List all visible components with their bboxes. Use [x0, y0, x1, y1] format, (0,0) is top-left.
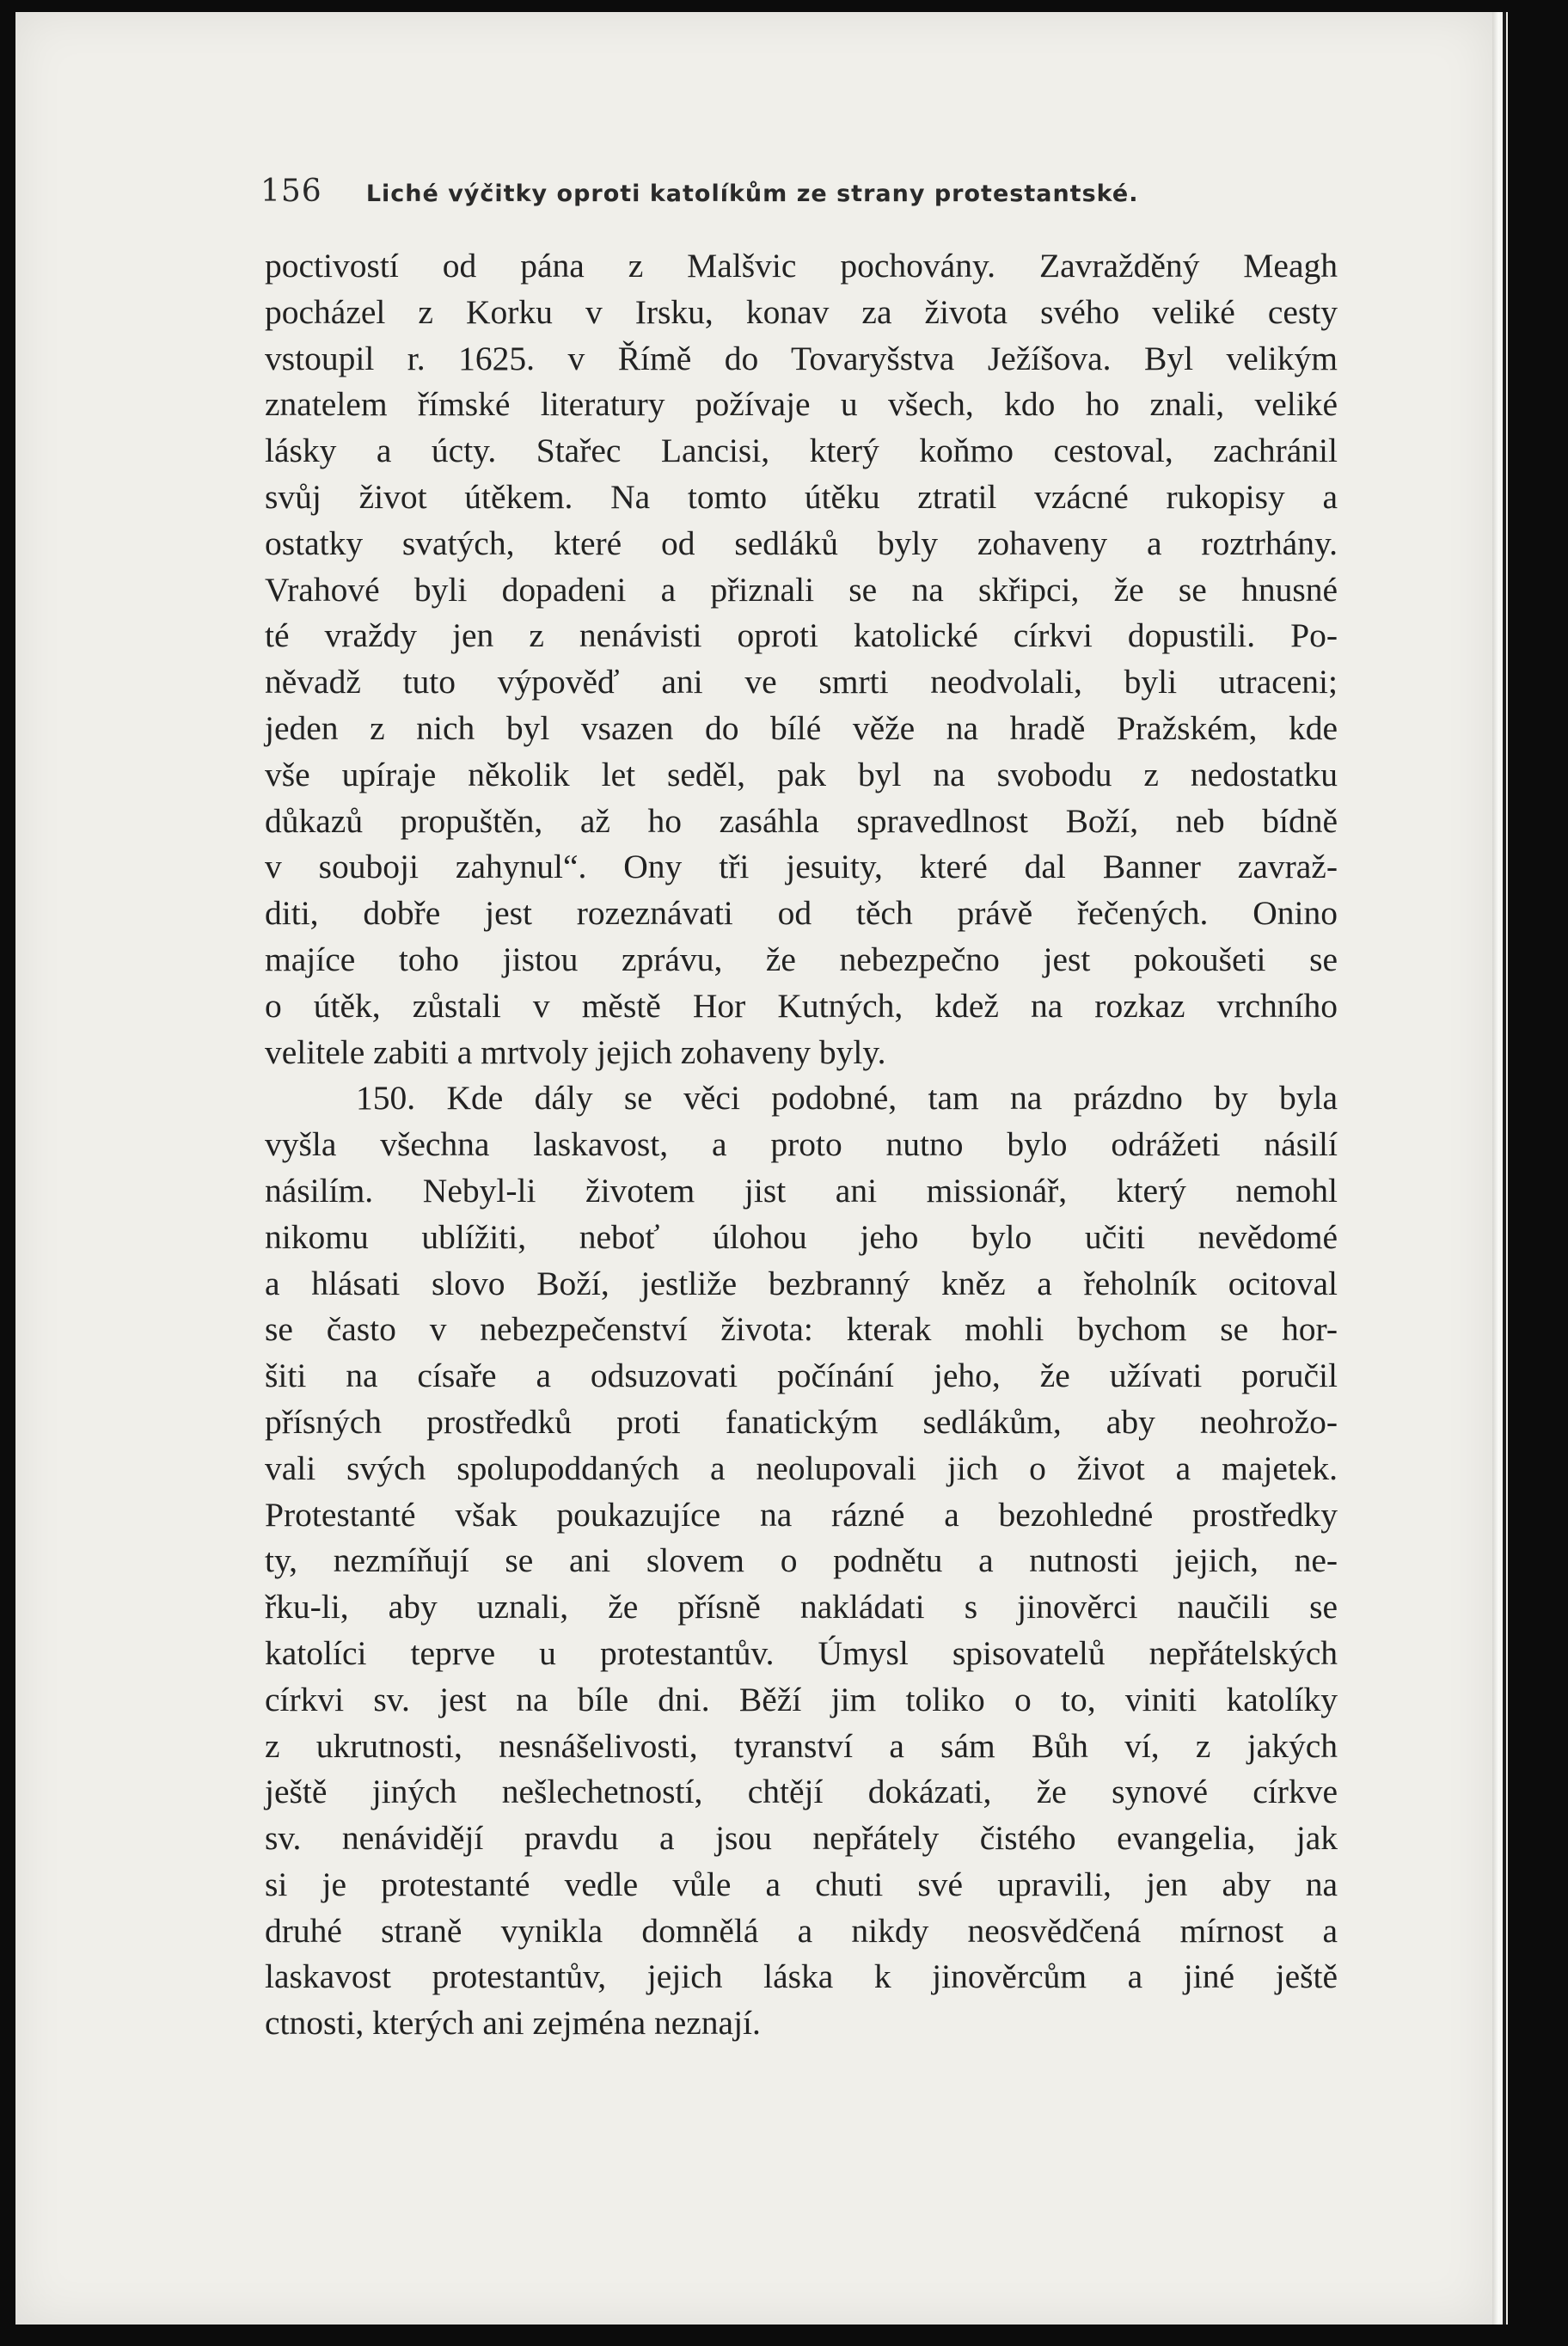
- text-line: důkazů propuštěn, až ho zasáhla spravedlnost Boží, neb bídně: [265, 801, 1338, 840]
- text-line: vali svých spolupoddaných a neolupovali jich o život a majetek.: [265, 1449, 1338, 1487]
- text-line: z ukrutnosti, nesnášelivosti, tyranství a sám Bůh ví, z jakých: [265, 1726, 1338, 1765]
- text-line: sv. nenávidějí pravdu a jsou nepřátely čistého evangelia, jak: [265, 1819, 1338, 1858]
- running-head: [260, 174, 1378, 209]
- text-line: svůj život útěkem. Na tomto útěku ztratil vzácné rukopisy a: [265, 477, 1338, 516]
- text-line: se často v nebezpečenství života: kterak mohli bychom se hor-: [265, 1310, 1338, 1349]
- text-line: poctivostí od pána z Malšvic pochovány. Zavražděný Meagh: [265, 247, 1338, 285]
- text-line: té vraždy jen z nenávisti oproti katolické církvi dopustili. Po-: [265, 616, 1338, 655]
- text-line: šiti na císaře a odsuzovati počínání jeho, že užívati poručil: [265, 1357, 1338, 1395]
- text-line: znatelem římské literatury požívaje u všech, kdo ho znali, veliké: [265, 385, 1338, 424]
- text-line: církvi sv. jest na bíle dni. Běží jim toliko o to, viniti katolíky: [265, 1680, 1338, 1718]
- text-line: ještě jiných nešlechetností, chtějí dokázati, že synové církve: [265, 1773, 1338, 1811]
- text-line: druhé straně vynikla domnělá a nikdy neosvědčená mírnost a: [265, 1911, 1338, 1950]
- text-line: nikomu ublížiti, neboť úlohou jeho bylo učiti nevědomé: [265, 1217, 1338, 1256]
- text-line: vstoupil r. 1625. v Římě do Tovaryšstva Ježíšova. Byl velikým: [265, 339, 1338, 377]
- text-line: a hlásati slovo Boží, jestliže bezbranný kněz a řeholník ocitoval: [265, 1264, 1338, 1302]
- text-line: si je protestanté vedle vůle a chuti své upravili, jen aby na: [265, 1865, 1338, 1903]
- text-line: o útěk, zůstali v městě Hor Kutných, kdež na rozkaz vrchního: [265, 986, 1338, 1025]
- text-line: násilím. Nebyl-li životem jist ani missionář, který nemohl: [265, 1171, 1338, 1210]
- text-line: katolíci teprve u protestantův. Úmysl spisovatelů nepřátelských: [265, 1633, 1338, 1672]
- text-line: lásky a úcty. Stařec Lancisi, který koňmo cestoval, zachránil: [265, 432, 1338, 470]
- text-line: vyšla všechna laskavost, a proto nutno bylo odrážeti násilí: [265, 1125, 1338, 1164]
- text-line: řku-li, aby uznali, že přísně nakládati s jinověrci naučili se: [265, 1588, 1338, 1626]
- text-line: velitele zabiti a mrtvoly jejich zohaveny byly.: [265, 1032, 886, 1071]
- text-line: pocházel z Korku v Irsku, konav za života svého veliké cesty: [265, 292, 1338, 331]
- text-line: v souboji zahynul“. Ony tři jesuity, které dal Banner zavraž-: [265, 848, 1338, 886]
- text-line: ostatky svatých, které od sedláků byly zohaveny a roztrhány.: [265, 524, 1338, 562]
- scan-border: [1503, 12, 1506, 2325]
- text-line: majíce toho jistou zprávu, že nebezpečno jest pokoušeti se: [265, 940, 1338, 978]
- body-text: [265, 243, 1338, 2047]
- page-number: 156: [260, 174, 322, 209]
- text-line: Protestanté však poukazujíce na rázné a bezohledné prostředky: [265, 1495, 1338, 1534]
- text-line: Vrahové byli dopadeni a přiznali se na skřipci, že se hnusné: [265, 570, 1338, 609]
- text-line: ty, nezmíňují se ani slovem o podnětu a nutnosti jejich, ne-: [265, 1541, 1338, 1580]
- text-line: jeden z nich byl vsazen do bílé věže na hradě Pražském, kde: [265, 708, 1338, 747]
- paragraph-start: 150. Kde dály se věci podobné, tam na prázdno by byla: [356, 1079, 1338, 1118]
- text-line: vše upíraje několik let seděl, pak byl na svobodu z nedostatku: [265, 755, 1338, 793]
- text-line: ctnosti, kterých ani zejména neznají.: [265, 2004, 761, 2043]
- text-line: přísných prostředků proti fanatickým sedlákům, aby neohrožo-: [265, 1402, 1338, 1441]
- text-line: diti, dobře jest rozeznávati od těch právě řečených. Onino: [265, 894, 1338, 933]
- running-title: Liché výčitky oproti katolíkům ze strany protestantské.: [365, 181, 1139, 207]
- text-line: laskavost protestantův, jejich láska k jinověrcům a jiné ještě: [265, 1957, 1338, 1996]
- text-line: něvadž tuto výpověď ani ve smrti neodvolali, byli utraceni;: [265, 663, 1338, 701]
